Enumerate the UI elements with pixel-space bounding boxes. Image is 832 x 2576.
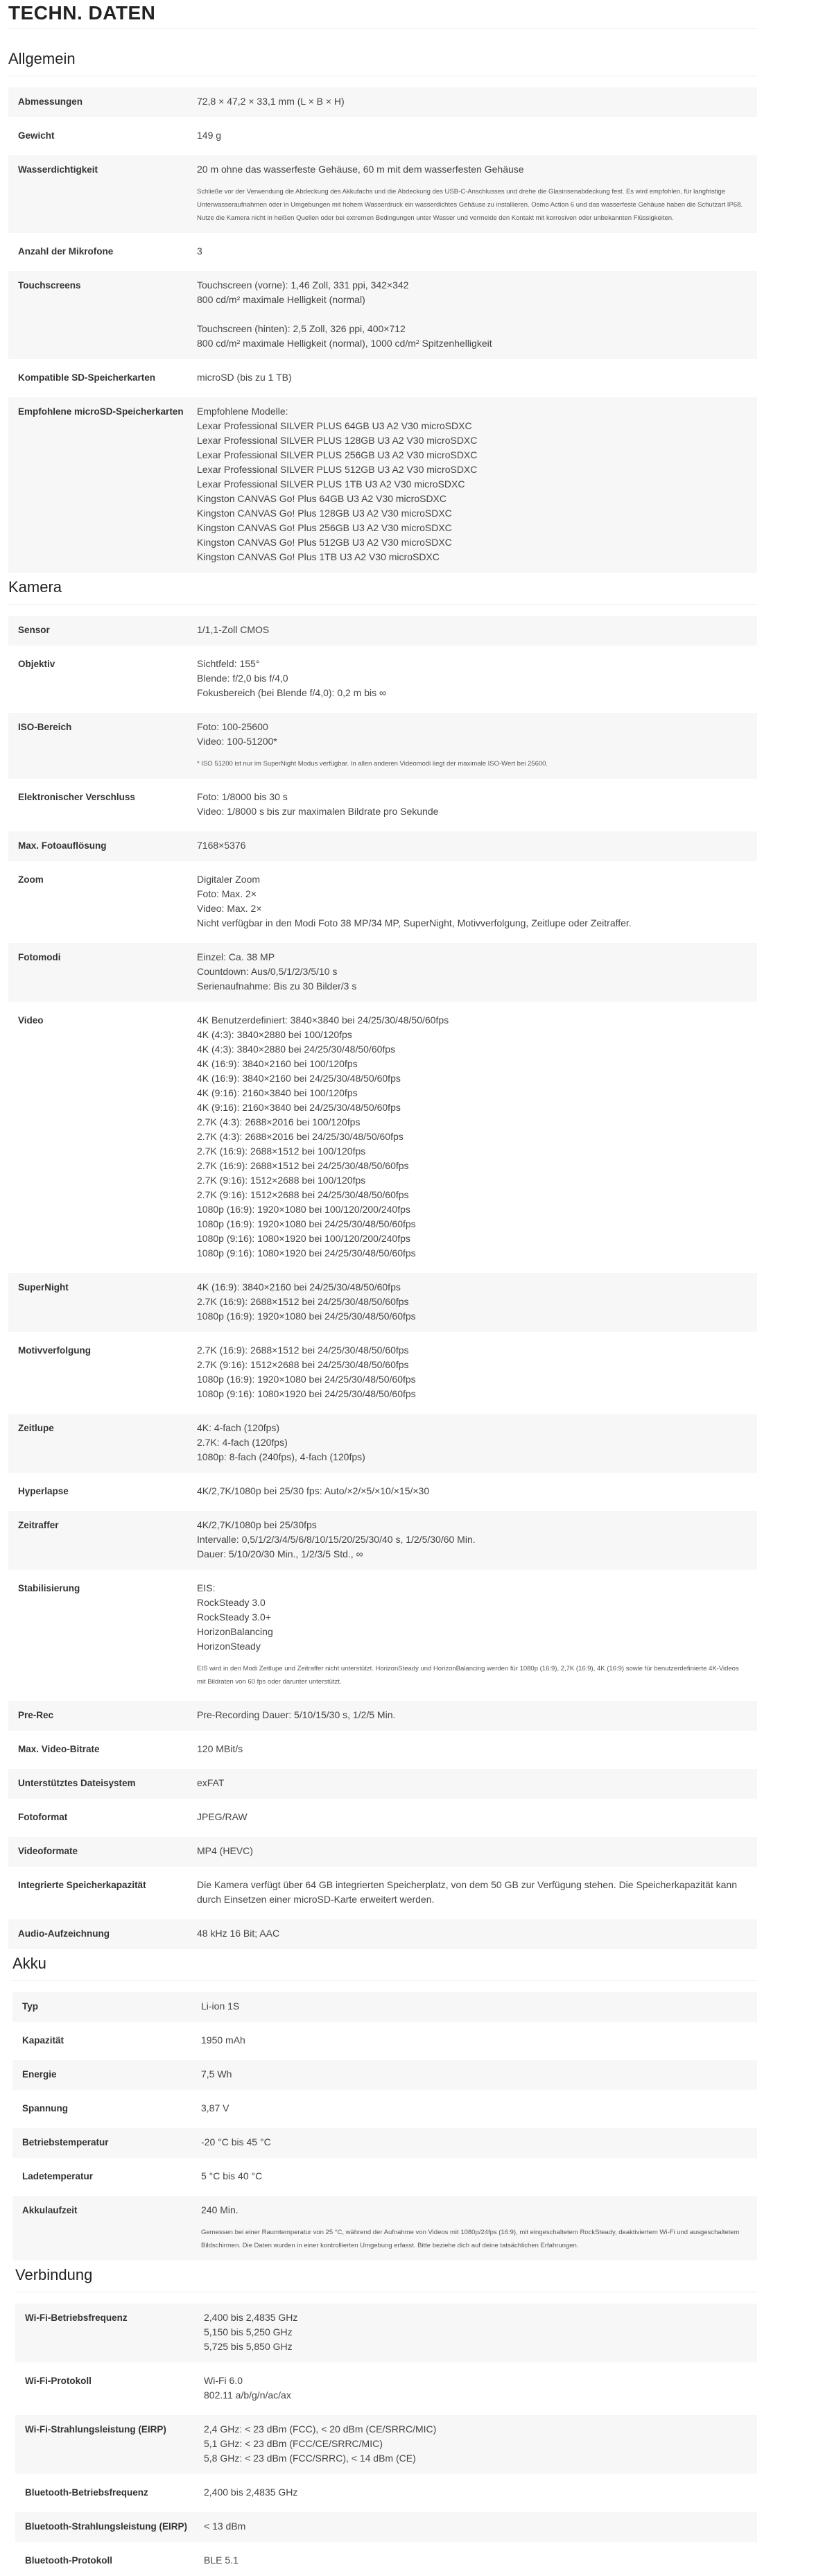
spec-value-line: HorizonBalancing bbox=[197, 1626, 273, 1637]
spec-value-line: 4K/2,7K/1080p bei 25/30 fps: Auto/×2/×5/×10/×15/×30 bbox=[197, 1485, 430, 1496]
spec-value-line: 4K Benutzerdefiniert: 3840×3840 bei 24/25/30/48/50/60fps bbox=[197, 1014, 449, 1026]
spec-row bbox=[15, 2415, 757, 2474]
spec-value-line: 20 m ohne das wasserfeste Gehäuse, 60 m mit dem wasserfesten Gehäuse bbox=[197, 164, 524, 175]
spec-value-line: Sichtfeld: 155° bbox=[197, 658, 260, 669]
spec-row bbox=[12, 2060, 757, 2090]
spec-label: Wi-Fi-Betriebsfrequenz bbox=[25, 2313, 128, 2323]
spec-value-line: Lexar Professional SILVER PLUS 1TB U3 A2 V30 microSDXC bbox=[197, 478, 465, 490]
spec-label: Elektronischer Verschluss bbox=[18, 792, 135, 802]
spec-value bbox=[197, 1844, 757, 1858]
spec-value-line: 2.7K (9:16): 1512×2688 bei 24/25/30/48/50/60fps bbox=[197, 1189, 409, 1200]
spec-value-line: Foto: 1/8000 bis 30 s bbox=[197, 791, 288, 802]
spec-value bbox=[197, 1742, 757, 1756]
spec-value-line: 2.7K (4:3): 2688×2016 bei 100/120fps bbox=[197, 1116, 361, 1127]
spec-value-line: Dauer: 5/10/20/30 Min., 1/2/3/5 Std., ∞ bbox=[197, 1548, 363, 1559]
spec-footnote: Gemessen bei einer Raumtemperatur von 25 °C, während der Aufnahme von Videos mit 1080p/24fps (16:9), mit eingeschaltetem RockSteady, deaktiviertem Wi-Fi und ausgeschaltetem Bildschirmen. Die Daten wurden in einer kontrollierten Umgebung erfasst. Bitte beziehe dich auf deine tatsächlichen Erfahrungen. bbox=[201, 2229, 740, 2249]
spec-label: Empfohlene microSD-Speicherkarten bbox=[18, 406, 184, 417]
spec-value-line: BLE 5.1 bbox=[204, 2555, 239, 2566]
spec-row bbox=[8, 87, 757, 117]
spec-label: Pre-Rec bbox=[18, 1710, 54, 1720]
spec-label: Wasserdichtigkeit bbox=[18, 164, 98, 175]
spec-row bbox=[12, 2026, 757, 2056]
spec-row bbox=[8, 121, 757, 151]
spec-label: Sensor bbox=[18, 625, 50, 635]
spec-value-line: 1080p (16:9): 1920×1080 bei 100/120/200/240fps bbox=[197, 1204, 410, 1215]
spec-label: Stabilisierung bbox=[18, 1583, 80, 1593]
spec-value-line: 4K (16:9): 3840×2160 bei 24/25/30/48/50/60fps bbox=[197, 1073, 401, 1084]
spec-value-line: 5,1 GHz: < 23 dBm (FCC/CE/SRRC/MIC) bbox=[204, 2438, 383, 2449]
spec-label: Zoom bbox=[18, 874, 44, 885]
spec-value-line: 4K (16:9): 3840×2160 bei 100/120fps bbox=[197, 1058, 358, 1069]
spec-label: Fotomodi bbox=[18, 952, 61, 962]
spec-value-line: 2.7K (16:9): 2688×1512 bei 24/25/30/48/50/60fps bbox=[197, 1160, 409, 1171]
spec-value-line: Lexar Professional SILVER PLUS 512GB U3 A2 V30 microSDXC bbox=[197, 464, 478, 475]
section-allgemein bbox=[8, 49, 757, 573]
spec-row bbox=[12, 2196, 757, 2261]
spec-value-line: 5,725 bis 5,850 GHz bbox=[204, 2341, 293, 2352]
spec-label: Unterstütztes Dateisystem bbox=[18, 1778, 136, 1788]
spec-label: Wi-Fi-Strahlungsleistung (EIRP) bbox=[25, 2424, 166, 2435]
spec-row bbox=[8, 1735, 757, 1765]
spec-value-line: 800 cd/m² maximale Helligkeit (normal) bbox=[197, 294, 365, 305]
spec-row bbox=[8, 1871, 757, 1915]
spec-value-line: 1080p (16:9): 1920×1080 bei 24/25/30/48/50/60fps bbox=[197, 1311, 416, 1322]
spec-value-line: Kingston CANVAS Go! Plus 512GB U3 A2 V30 microSDXC bbox=[197, 537, 452, 548]
section-title: Akku bbox=[12, 1953, 757, 1981]
spec-value bbox=[197, 278, 757, 351]
spec-value-line: -20 °C bis 45 °C bbox=[201, 2136, 271, 2147]
spec-value bbox=[197, 1926, 757, 1941]
spec-label: Zeitlupe bbox=[18, 1423, 54, 1433]
spec-label: Bluetooth-Strahlungsleistung (EIRP) bbox=[25, 2521, 187, 2532]
spec-label: Motivverfolgung bbox=[18, 1345, 91, 1356]
spec-value-line: Video: Max. 2× bbox=[197, 903, 262, 914]
spec-value bbox=[204, 2553, 757, 2568]
spec-value bbox=[201, 2067, 757, 2082]
spec-value bbox=[197, 1776, 757, 1790]
spec-value-line: 3,87 V bbox=[201, 2102, 229, 2113]
spec-value-line: 2,400 bis 2,4835 GHz bbox=[204, 2487, 298, 2498]
spec-value bbox=[204, 2374, 757, 2403]
spec-row bbox=[12, 2128, 757, 2158]
spec-row bbox=[8, 1803, 757, 1833]
spec-label: Videoformate bbox=[18, 1846, 78, 1856]
spec-value-line: EIS: bbox=[197, 1582, 216, 1593]
spec-value bbox=[204, 2485, 757, 2500]
spec-value-line: Kingston CANVAS Go! Plus 256GB U3 A2 V30 microSDXC bbox=[197, 522, 452, 533]
spec-value bbox=[197, 838, 757, 853]
spec-value-line: microSD (bis zu 1 TB) bbox=[197, 372, 292, 383]
spec-label: Ladetemperatur bbox=[22, 2171, 94, 2181]
spec-value-line: Digitaler Zoom bbox=[197, 874, 261, 885]
spec-value-line: 2.7K (16:9): 2688×1512 bei 24/25/30/48/50/60fps bbox=[197, 1345, 409, 1356]
spec-row bbox=[8, 713, 757, 779]
spec-label: Max. Fotoauflösung bbox=[18, 840, 107, 851]
spec-row bbox=[8, 616, 757, 646]
spec-value-line: RockSteady 3.0+ bbox=[197, 1611, 272, 1623]
spec-row bbox=[15, 2546, 757, 2576]
spec-value-line: Einzel: Ca. 38 MP bbox=[197, 951, 275, 962]
spec-value-line: 5 °C bis 40 °C bbox=[201, 2170, 263, 2181]
spec-row bbox=[8, 271, 757, 359]
spec-value-line: 149 g bbox=[197, 130, 222, 141]
spec-row bbox=[8, 1574, 757, 1697]
spec-label: Kapazität bbox=[22, 2035, 64, 2046]
spec-value bbox=[197, 1343, 757, 1401]
spec-row bbox=[8, 1701, 757, 1731]
spec-value bbox=[204, 2519, 757, 2534]
spec-value-line: MP4 (HEVC) bbox=[197, 1845, 253, 1856]
spec-value-line: 2,4 GHz: < 23 dBm (FCC), < 20 dBm (CE/SRRC/MIC) bbox=[204, 2423, 437, 2435]
spec-value-line: 4K/2,7K/1080p bei 25/30fps bbox=[197, 1519, 317, 1530]
spec-value-line: 4K (9:16): 2160×3840 bei 24/25/30/48/50/60fps bbox=[197, 1102, 401, 1113]
spec-value bbox=[197, 128, 757, 143]
spec-row bbox=[8, 1919, 757, 1949]
section-verbindung bbox=[8, 2265, 757, 2576]
spec-value-line: 4K (9:16): 2160×3840 bei 100/120fps bbox=[197, 1087, 358, 1098]
spec-label: Fotoformat bbox=[18, 1812, 68, 1822]
spec-value-line: Video: 1/8000 s bis zur maximalen Bildrate pro Sekunde bbox=[197, 806, 439, 817]
spec-value-line: 1080p (16:9): 1920×1080 bei 24/25/30/48/50/60fps bbox=[197, 1374, 416, 1385]
spec-row bbox=[8, 1414, 757, 1473]
spec-value bbox=[201, 2033, 757, 2048]
spec-label: SuperNight bbox=[18, 1282, 69, 1293]
spec-value-line: JPEG/RAW bbox=[197, 1811, 248, 1822]
spec-value-line: 1080p (16:9): 1920×1080 bei 24/25/30/48/50/60fps bbox=[197, 1218, 416, 1229]
spec-value-line: exFAT bbox=[197, 1777, 225, 1788]
spec-value-line: Touchscreen (hinten): 2,5 Zoll, 326 ppi, 400×712 bbox=[197, 323, 406, 334]
spec-row bbox=[15, 2512, 757, 2542]
spec-value-line: 1080p (9:16): 1080×1920 bei 100/120/200/240fps bbox=[197, 1233, 410, 1244]
spec-value bbox=[197, 162, 757, 225]
spec-value-line: 2.7K (16:9): 2688×1512 bei 100/120fps bbox=[197, 1146, 366, 1157]
spec-row bbox=[8, 1511, 757, 1570]
spec-value bbox=[197, 370, 757, 385]
spec-value-line: Li-ion 1S bbox=[201, 2000, 240, 2012]
spec-value-line: 800 cd/m² maximale Helligkeit (normal), 1000 cd/m² Spitzenhelligkeit bbox=[197, 338, 492, 349]
spec-value-line: Serienaufnahme: Bis zu 30 Bilder/3 s bbox=[197, 980, 357, 992]
spec-value-line: Foto: 100-25600 bbox=[197, 721, 268, 732]
spec-value-line: 1/1,1-Zoll CMOS bbox=[197, 624, 270, 635]
section-title: Verbindung bbox=[15, 2265, 757, 2292]
spec-value bbox=[197, 1518, 757, 1562]
spec-value-line: < 13 dBm bbox=[204, 2521, 246, 2532]
section-kamera bbox=[8, 577, 757, 1949]
spec-value bbox=[197, 1581, 757, 1688]
spec-row bbox=[8, 1006, 757, 1269]
spec-value-line: RockSteady 3.0 bbox=[197, 1597, 266, 1608]
section-title: Kamera bbox=[8, 577, 757, 605]
spec-value bbox=[201, 2101, 757, 2116]
spec-value-line: Lexar Professional SILVER PLUS 64GB U3 A2 V30 microSDXC bbox=[197, 420, 472, 431]
spec-value bbox=[197, 1484, 757, 1498]
spec-row bbox=[8, 1837, 757, 1867]
spec-value bbox=[204, 2422, 757, 2466]
spec-value-line: 7,5 Wh bbox=[201, 2068, 232, 2080]
spec-label: Zeitraffer bbox=[18, 1520, 59, 1530]
spec-value bbox=[197, 1878, 757, 1907]
spec-label: Touchscreens bbox=[18, 280, 81, 291]
spec-label: Wi-Fi-Protokoll bbox=[25, 2376, 92, 2386]
spec-row bbox=[12, 1992, 757, 2022]
spec-value-line: 2.7K (16:9): 2688×1512 bei 24/25/30/48/50/60fps bbox=[197, 1296, 409, 1307]
spec-value-line: 1080p (9:16): 1080×1920 bei 24/25/30/48/50/60fps bbox=[197, 1388, 416, 1399]
spec-value-line: 2.7K (9:16): 1512×2688 bei 24/25/30/48/50/60fps bbox=[197, 1359, 409, 1370]
spec-row bbox=[8, 943, 757, 1002]
spec-value bbox=[197, 720, 757, 770]
spec-row bbox=[8, 1477, 757, 1507]
spec-value-line: Touchscreen (vorne): 1,46 Zoll, 331 ppi, 342×342 bbox=[197, 279, 409, 291]
spec-sections bbox=[8, 49, 832, 2576]
spec-value-line: Lexar Professional SILVER PLUS 256GB U3 A2 V30 microSDXC bbox=[197, 449, 478, 460]
spec-footnote: EIS wird in den Modi Zeitlupe und Zeitraffer nicht unterstützt. HorizonSteady und HorizonBalancing werden für 1080p (16:9), 2,7K (16:9), 4K (16:9) sowie für benutzerdefinierte 4K-Videos mit Bildraten von 60 fps oder darunter unterstützt. bbox=[197, 1665, 739, 1686]
spec-value-line: 4K (4:3): 3840×2880 bei 24/25/30/48/50/60fps bbox=[197, 1044, 396, 1055]
spec-value-line: Nicht verfügbar in den Modi Foto 38 MP/34 MP, SuperNight, Motivverfolgung, Zeitlupe oder Zeitraffer. bbox=[197, 917, 632, 928]
spec-value-line: 72,8 × 47,2 × 33,1 mm (L × B × H) bbox=[197, 96, 345, 107]
spec-label: Typ bbox=[22, 2001, 38, 2012]
spec-label: Audio-Aufzeichnung bbox=[18, 1928, 110, 1939]
section-title: Allgemein bbox=[8, 49, 757, 76]
spec-value bbox=[197, 94, 757, 109]
spec-value-line: 2.7K: 4-fach (120fps) bbox=[197, 1437, 288, 1448]
spec-row bbox=[12, 2094, 757, 2124]
spec-value bbox=[197, 657, 757, 700]
spec-value bbox=[201, 2203, 757, 2252]
spec-label: Gewicht bbox=[18, 130, 55, 141]
spec-footnote: Schließe vor der Verwendung die Abdeckung des Akkufachs und die Abdeckung des USB-C-Anschlusses und drehe die Glasinsenabdeckung fest. Es wird empfohlen, für langfristige Unterwasseraufnahmen oder in Umgebungen mit hohem Wasserdruck ein wasserdichtes Gehäuse zu installieren. Osmo Action 6 und das wasserfeste Gehäuse haben die Schutzart IP68. Nutze die Kamera nicht in heißen Quellen oder bei extremen Bedingungen unter Wasser und vermeide den Kontakt mit korrosiven oder unbekannten Flüssigkeiten. bbox=[197, 188, 743, 222]
spec-value bbox=[197, 1708, 757, 1722]
spec-value-line: 48 kHz 16 Bit; AAC bbox=[197, 1928, 280, 1939]
spec-row bbox=[15, 2367, 757, 2411]
spec-value-line: Intervalle: 0,5/1/2/3/4/5/6/8/10/15/20/25/30/40 s, 1/2/5/30/60 Min. bbox=[197, 1534, 476, 1545]
spec-value-line: 2,400 bis 2,4835 GHz bbox=[204, 2312, 298, 2323]
spec-value-line: 3 bbox=[197, 245, 202, 257]
spec-row bbox=[8, 783, 757, 827]
spec-label: ISO-Bereich bbox=[18, 722, 72, 732]
spec-value bbox=[197, 1280, 757, 1324]
spec-value-line: Kingston CANVAS Go! Plus 128GB U3 A2 V30 microSDXC bbox=[197, 508, 452, 519]
spec-value-line: 5,150 bis 5,250 GHz bbox=[204, 2326, 293, 2337]
spec-row bbox=[12, 2162, 757, 2192]
spec-value-line: 2.7K (9:16): 1512×2688 bei 100/120fps bbox=[197, 1175, 366, 1186]
spec-row bbox=[8, 865, 757, 939]
spec-value bbox=[201, 1999, 757, 2014]
spec-label: Anzahl der Mikrofone bbox=[18, 246, 114, 257]
spec-value bbox=[197, 404, 757, 564]
spec-label: Akkulaufzeit bbox=[22, 2205, 78, 2215]
spec-row bbox=[8, 397, 757, 573]
spec-value-line: Wi-Fi 6.0 bbox=[204, 2375, 243, 2386]
spec-value-line: 1080p (9:16): 1080×1920 bei 24/25/30/48/50/60fps bbox=[197, 1247, 416, 1259]
spec-value-line: Kingston CANVAS Go! Plus 64GB U3 A2 V30 microSDXC bbox=[197, 493, 447, 504]
spec-value bbox=[201, 2169, 757, 2184]
spec-value-line: 7168×5376 bbox=[197, 840, 246, 851]
spec-row bbox=[15, 2478, 757, 2508]
spec-row bbox=[8, 237, 757, 267]
spec-value bbox=[197, 872, 757, 931]
spec-value-line: 120 MBit/s bbox=[197, 1743, 243, 1754]
spec-label: Kompatible SD-Speicherkarten bbox=[18, 372, 156, 383]
spec-label: Abmessungen bbox=[18, 96, 83, 107]
spec-value-line: Pre-Recording Dauer: 5/10/15/30 s, 1/2/5 Min. bbox=[197, 1709, 396, 1720]
spec-label: Hyperlapse bbox=[18, 1486, 69, 1496]
spec-row bbox=[15, 2303, 757, 2362]
spec-row bbox=[8, 155, 757, 233]
spec-value-line: Foto: Max. 2× bbox=[197, 888, 257, 899]
spec-value bbox=[204, 2310, 757, 2354]
spec-row bbox=[8, 650, 757, 709]
spec-value-line: 5,8 GHz: < 23 dBm (FCC/SRRC), < 14 dBm (CE) bbox=[204, 2453, 416, 2464]
spec-value-line: 802.11 a/b/g/n/ac/ax bbox=[204, 2389, 291, 2401]
spec-value-line: 4K (4:3): 3840×2880 bei 100/120fps bbox=[197, 1029, 352, 1040]
spec-value-line: Die Kamera verfügt über 64 GB integrierten Speicherplatz, von dem 50 GB zur Verfügung stehen. Die Speicherkapazität kann durch Einsetzen einer microSD-Karte erweitert werden. bbox=[197, 1879, 737, 1905]
spec-row bbox=[8, 1769, 757, 1799]
spec-value-line: 240 Min. bbox=[201, 2204, 239, 2215]
spec-value-line: 1080p: 8-fach (240fps), 4-fach (120fps) bbox=[197, 1451, 365, 1462]
spec-value-line: 2.7K (4:3): 2688×2016 bei 24/25/30/48/50/60fps bbox=[197, 1131, 404, 1142]
spec-row bbox=[8, 1336, 757, 1410]
spec-footnote: * ISO 51200 ist nur im SuperNight Modus verfügbar. In allen anderen Videomodi liegt der maximale ISO-Wert bei 25600. bbox=[197, 760, 548, 768]
spec-label: Integrierte Speicherkapazität bbox=[18, 1880, 146, 1890]
spec-value bbox=[197, 1810, 757, 1824]
spec-value bbox=[197, 1013, 757, 1261]
spec-value-line: 4K (16:9): 3840×2160 bei 24/25/30/48/50/60fps bbox=[197, 1281, 401, 1293]
spec-row bbox=[8, 831, 757, 861]
spec-value-line: 1950 mAh bbox=[201, 2034, 245, 2046]
spec-value-line bbox=[197, 307, 746, 322]
spec-value bbox=[197, 950, 757, 994]
spec-value bbox=[197, 623, 757, 637]
spec-label: Objektiv bbox=[18, 659, 55, 669]
spec-value bbox=[197, 1421, 757, 1464]
spec-label: Bluetooth-Protokoll bbox=[25, 2555, 112, 2566]
spec-row bbox=[8, 1273, 757, 1332]
spec-value bbox=[197, 790, 757, 819]
spec-label: Spannung bbox=[22, 2103, 68, 2113]
spec-value-line: 4K: 4-fach (120fps) bbox=[197, 1422, 280, 1433]
spec-value-line: Kingston CANVAS Go! Plus 1TB U3 A2 V30 microSDXC bbox=[197, 551, 440, 562]
spec-value-line: Blende: f/2,0 bis f/4,0 bbox=[197, 673, 288, 684]
spec-label: Video bbox=[18, 1015, 44, 1026]
spec-value-line: HorizonSteady bbox=[197, 1641, 261, 1652]
spec-label: Energie bbox=[22, 2069, 57, 2080]
spec-value bbox=[197, 244, 757, 259]
spec-value-line: Countdown: Aus/0,5/1/2/3/5/10 s bbox=[197, 966, 338, 977]
spec-label: Betriebstemperatur bbox=[22, 2137, 109, 2147]
section-akku bbox=[8, 1953, 757, 2261]
spec-value-line: Fokusbereich (bei Blende f/4,0): 0,2 m bis ∞ bbox=[197, 687, 386, 698]
spec-label: Max. Video-Bitrate bbox=[18, 1744, 100, 1754]
spec-value bbox=[201, 2135, 757, 2150]
spec-label: Bluetooth-Betriebsfrequenz bbox=[25, 2487, 148, 2498]
spec-value-line: Empfohlene Modelle: bbox=[197, 406, 288, 417]
spec-value-line: Video: 100-51200* bbox=[197, 736, 277, 747]
spec-row bbox=[8, 363, 757, 393]
page-title: TECHN. DATEN bbox=[8, 0, 757, 29]
spec-value-line: Lexar Professional SILVER PLUS 128GB U3 A2 V30 microSDXC bbox=[197, 435, 478, 446]
